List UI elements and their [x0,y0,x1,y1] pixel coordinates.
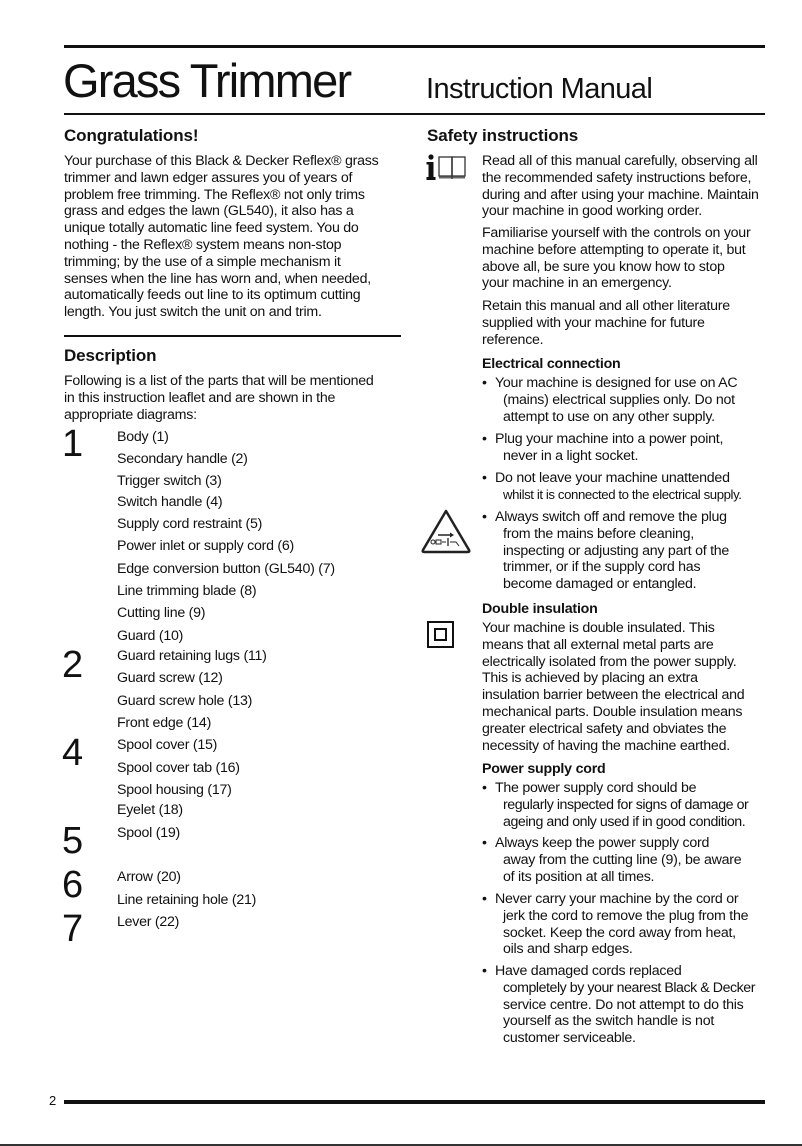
text-line: your machine in an emergency. [482,275,672,292]
text-line: electrically isolated from the power supply. [482,653,737,670]
bullet-icon: • [482,431,487,447]
part-item: Guard screw hole (13) [117,693,253,709]
part-item: Lever (22) [117,914,180,930]
bullet-icon: • [482,891,487,907]
bullet-icon: • [482,470,487,486]
bullet-icon: • [482,963,487,979]
text-line: ageing and only used if in good condition. [503,813,746,830]
bullet-item [482,509,782,593]
text-line: grass and edges the lawn (GL540), it also has a [64,203,354,220]
part-item: Body (1) [117,429,169,445]
text-line: away from the cutting line (9), be aware [503,851,742,868]
part-item: Arrow (20) [117,869,181,885]
part-item: Front edge (14) [117,715,212,731]
text-line: the recommended safety instructions before, [482,169,752,186]
text-line: Following is a list of the parts that will be mentioned [64,373,374,389]
part-item: Edge conversion button (GL540) (7) [117,561,335,577]
safety-paragraph-3 [482,298,782,348]
text-line: Do not leave your machine unattended [495,470,730,486]
electrical-connection-heading: Electrical connection [482,356,621,372]
figure-number: 5 [62,820,84,862]
part-item: Spool cover (15) [117,737,218,753]
text-line: The power supply cord should be [495,780,697,796]
unplug-warning-icon [420,508,472,554]
part-item: Power inlet or supply cord (6) [117,538,295,554]
text-line: Retain this manual and all other literature [482,298,730,314]
power-supply-cord-heading: Power supply cord [482,761,606,777]
text-line: regularly inspected for signs of damage or [503,796,749,813]
text-line: become damaged or entangled. [503,576,697,593]
text-line: Your purchase of this Black & Decker Reflex® grass [64,153,379,169]
text-line: means that all external metal parts are [482,636,714,653]
figure-number: 4 [62,732,84,774]
double-insulation-heading: Double insulation [482,601,598,617]
text-line: Always switch off and remove the plug [495,509,727,525]
part-item: Secondary handle (2) [117,451,248,467]
part-item: Spool cover tab (16) [117,760,240,776]
part-item: Spool housing (17) [117,782,232,798]
text-line: nothing - the Reflex® system means non-stop [64,236,342,253]
text-line: whilst it is connected to the electrical supply. [503,486,742,502]
bullet-icon: • [482,835,487,851]
text-line: inspecting or adjusting any part of the [503,542,730,559]
double-insulation-paragraph [482,620,782,754]
part-item: Guard screw (12) [117,670,223,686]
text-line: customer serviceable. [503,1030,636,1047]
text-line: your machine in good working order. [482,203,702,220]
text-line: during and after using your machine. Maintain [482,186,759,203]
text-line: oils and sharp edges. [503,941,633,958]
bullet-item [482,431,782,465]
part-item: Guard (10) [117,628,184,644]
description-intro [64,373,404,423]
text-line: yourself as the switch handle is not [503,1013,715,1030]
description-heading: Description [64,346,157,365]
text-line: supplied with your machine for future [482,314,705,331]
text-line: This is achieved by placing an extra [482,670,698,687]
congratulations-heading: Congratulations! [64,126,199,145]
title-underline-rule [64,113,765,115]
text-line: greater electrical safety and obviates the [482,720,727,737]
info-manual-icon [426,154,472,182]
part-item: Supply cord restraint (5) [117,516,263,532]
text-line: Plug your machine into a power point, [495,431,724,447]
part-item: Cutting line (9) [117,605,206,621]
safety-paragraph-1 [482,153,782,220]
text-line: Have damaged cords replaced [495,963,682,979]
document-subtitle: Instruction Manual [426,73,653,105]
text-line: senses when the line has worn and, when needed, [64,270,371,287]
text-line: (mains) electrical supplies only. Do not [503,391,735,408]
text-line: problem free trimming. The Reflex® not only trims [64,186,365,203]
text-line: attempt to use on any other supply. [503,408,715,425]
part-item: Line trimming blade (8) [117,583,257,599]
part-item: Spool (19) [117,825,180,841]
page-number: 2 [49,1093,57,1108]
text-line: Your machine is double insulated. This [482,620,715,636]
text-line: never in a light socket. [503,447,639,464]
figure-number: 1 [62,423,84,465]
figure-number: 6 [62,864,84,906]
text-line: trimmer, or if the supply cord has [503,559,701,576]
text-line: completely by your nearest Black & Decker [503,979,756,996]
safety-heading: Safety instructions [427,126,579,145]
text-line: socket. Keep the cord away from heat, [503,924,736,941]
text-line: automatically feeds out line to its optimum cutting [64,287,361,304]
text-line: unique totally automatic line feed system. You do [64,220,359,237]
text-line: machine before attempting to operate it, but [482,241,746,258]
figure-number: 2 [62,644,84,686]
text-line: above all, be sure you know how to stop [482,258,725,275]
text-line: Always keep the power supply cord [495,835,710,851]
footer-rule [64,1100,765,1104]
text-line: length. You just switch the unit on and trim. [64,304,322,321]
text-line: insulation barrier between the electrical and [482,687,745,704]
bullet-item [482,891,782,958]
bullet-item [482,375,782,425]
bullet-item [482,470,782,504]
text-line: from the mains before cleaning, [503,525,694,542]
congratulations-paragraph [64,153,404,321]
text-line: in this instruction leaflet and are shown in the [64,389,336,406]
text-line: trimming; by the use of a simple mechanism it [64,253,341,270]
part-item: Eyelet (18) [117,802,183,818]
part-item: Switch handle (4) [117,494,223,510]
text-line: Familiarise yourself with the controls on your [482,225,751,241]
figure-number: 7 [62,908,84,950]
part-item: Line retaining hole (21) [117,892,257,908]
text-line: service centre. Do not attempt to do this [503,996,744,1013]
bullet-item [482,963,782,1047]
part-item: Guard retaining lugs (11) [117,648,267,664]
text-line: necessity of having the machine earthed. [482,737,730,754]
top-rule [64,45,765,48]
bullet-icon: • [482,375,487,391]
double-insulation-icon [427,621,457,651]
text-line: mechanical parts. Double insulation means [482,703,743,720]
text-line: appropriate diagrams: [64,406,197,423]
document-title: Grass Trimmer [63,54,351,107]
bullet-item [482,780,782,830]
part-item: Trigger switch (3) [117,473,222,489]
text-line: jerk the cord to remove the plug from the [503,907,749,924]
bullet-icon: • [482,780,487,796]
safety-paragraph-2 [482,225,782,292]
text-line: trimmer and lawn edger assures you of years of [64,169,353,186]
bullet-item [482,835,782,885]
text-line: Never carry your machine by the cord or [495,891,739,907]
section-divider [64,335,401,337]
text-line: of its position at all times. [503,868,655,885]
bullet-icon: • [482,509,487,525]
text-line: Read all of this manual carefully, observing all [482,153,758,169]
text-line: Your machine is designed for use on AC [495,375,738,391]
text-line: reference. [482,331,544,348]
